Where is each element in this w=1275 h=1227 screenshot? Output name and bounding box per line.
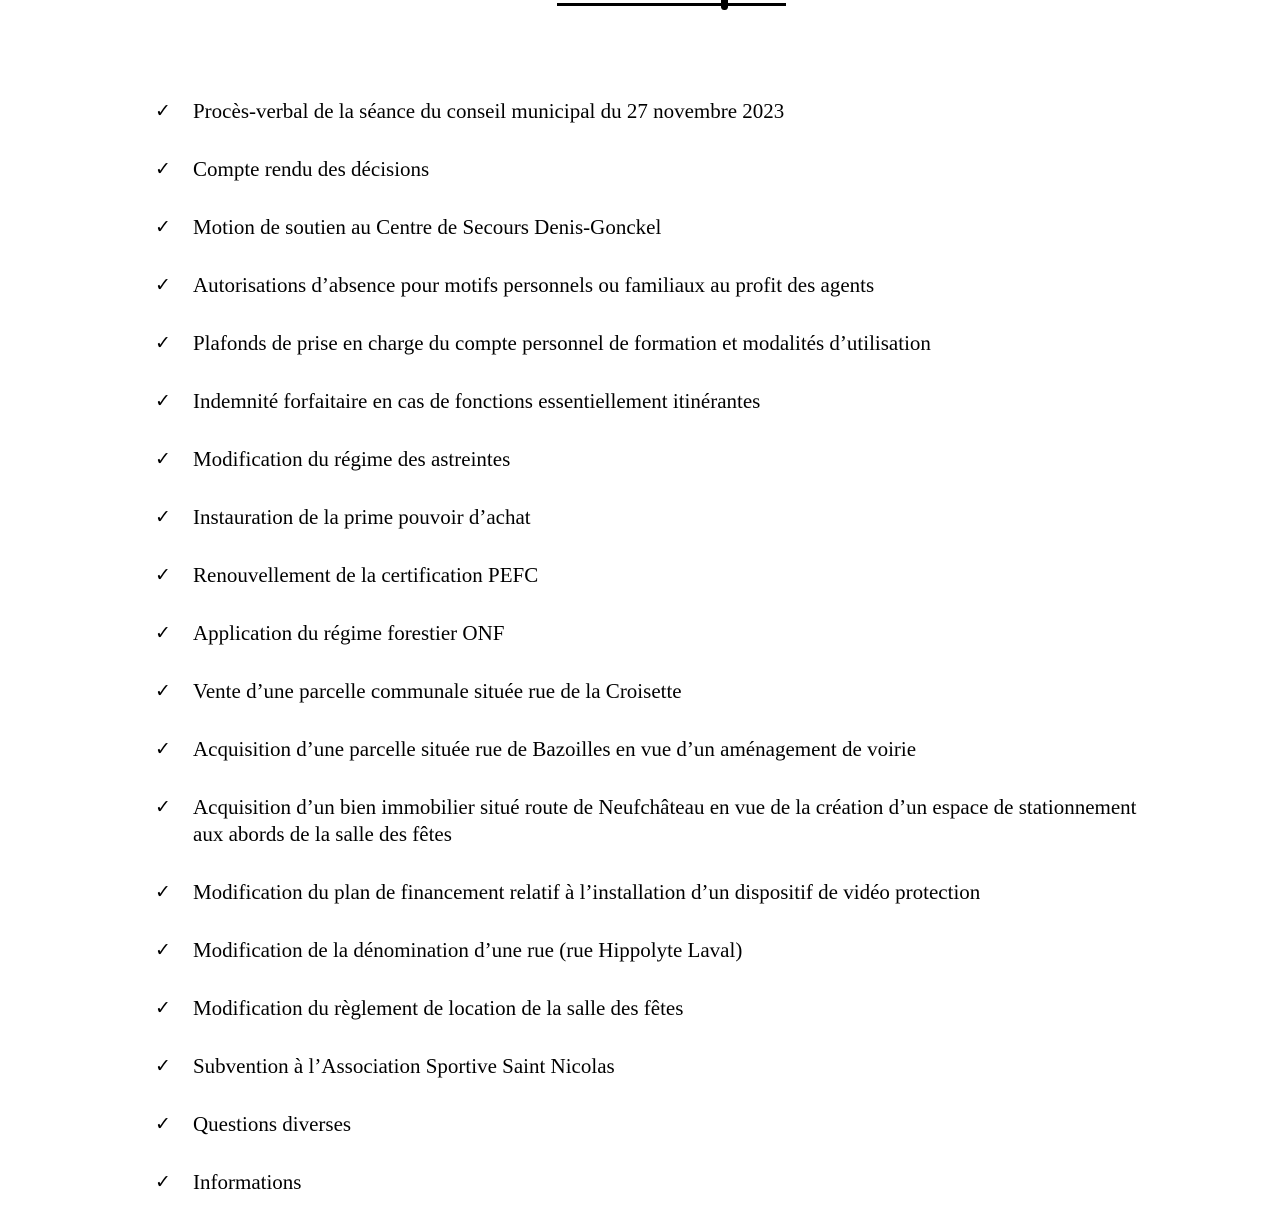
agenda-item — [155, 1111, 1150, 1138]
checkmark-icon: ✓ — [155, 332, 171, 354]
agenda-item — [155, 879, 1150, 906]
agenda-item-text: Modification du règlement de location de la salle des fêtes — [193, 996, 684, 1020]
agenda-item-text: Instauration de la prime pouvoir d’achat — [193, 505, 531, 529]
agenda-item-text: Procès-verbal de la séance du conseil municipal du 27 novembre 2023 — [193, 99, 785, 123]
checkmark-icon: ✓ — [155, 997, 171, 1019]
agenda-item — [155, 330, 1150, 357]
checkmark-icon: ✓ — [155, 796, 171, 818]
agenda-item — [155, 794, 1150, 848]
agenda-item — [155, 156, 1150, 183]
agenda-item-text: Autorisations d’absence pour motifs personnels ou familiaux au profit des agents — [193, 273, 875, 297]
agenda-item — [155, 272, 1150, 299]
agenda-item-text: Modification de la dénomination d’une rue (rue Hippolyte Laval) — [193, 938, 743, 962]
checkmark-icon: ✓ — [155, 1113, 171, 1135]
agenda-item-text: Questions diverses — [193, 1112, 352, 1136]
agenda-item — [155, 214, 1150, 241]
clipped-title-letter-descender — [721, 0, 728, 10]
agenda-item — [155, 98, 1150, 125]
agenda-item-text: Vente d’une parcelle communale située rue de la Croisette — [193, 679, 682, 703]
agenda-item-text: Acquisition d’un bien immobilier situé route de Neufchâteau en vue de la création d’un espace de stationnement aux abords de la salle des fêtes — [193, 795, 1137, 846]
checkmark-icon: ✓ — [155, 564, 171, 586]
agenda-item-text: Informations — [193, 1170, 302, 1194]
checkmark-icon: ✓ — [155, 390, 171, 412]
agenda-item-text: Modification du régime des astreintes — [193, 447, 511, 471]
agenda-item-text: Indemnité forfaitaire en cas de fonctions essentiellement itinérantes — [193, 389, 761, 413]
checkmark-icon: ✓ — [155, 1171, 171, 1193]
checkmark-icon: ✓ — [155, 100, 171, 122]
checkmark-icon: ✓ — [155, 448, 171, 470]
agenda-item-text: Motion de soutien au Centre de Secours Denis-Gonckel — [193, 215, 662, 239]
agenda-item-text: Plafonds de prise en charge du compte personnel de formation et modalités d’utilisation — [193, 331, 931, 355]
checkmark-icon: ✓ — [155, 158, 171, 180]
agenda-item — [155, 678, 1150, 705]
checkmark-icon: ✓ — [155, 881, 171, 903]
clipped-title-underline — [557, 3, 786, 6]
checkmark-icon: ✓ — [155, 1055, 171, 1077]
agenda-item-text: Renouvellement de la certification PEFC — [193, 563, 539, 587]
agenda-item-text: Compte rendu des décisions — [193, 157, 430, 181]
checkmark-icon: ✓ — [155, 738, 171, 760]
agenda-item — [155, 1169, 1150, 1196]
agenda-item — [155, 504, 1150, 531]
agenda-item — [155, 937, 1150, 964]
checkmark-icon: ✓ — [155, 216, 171, 238]
checkmark-icon: ✓ — [155, 274, 171, 296]
agenda-item-text: Modification du plan de financement relatif à l’installation d’un dispositif de vidéo protection — [193, 880, 981, 904]
agenda-item — [155, 446, 1150, 473]
agenda-item-text: Acquisition d’une parcelle située rue de Bazoilles en vue d’un aménagement de voirie — [193, 737, 917, 761]
agenda-item — [155, 562, 1150, 589]
checkmark-icon: ✓ — [155, 506, 171, 528]
agenda-list — [155, 98, 1150, 1227]
agenda-item-text: Subvention à l’Association Sportive Saint Nicolas — [193, 1054, 615, 1078]
checkmark-icon: ✓ — [155, 939, 171, 961]
agenda-item — [155, 620, 1150, 647]
checkmark-icon: ✓ — [155, 622, 171, 644]
agenda-item-text: Application du régime forestier ONF — [193, 621, 505, 645]
agenda-item — [155, 1053, 1150, 1080]
checkmark-icon: ✓ — [155, 680, 171, 702]
agenda-item — [155, 388, 1150, 415]
agenda-item — [155, 736, 1150, 763]
agenda-item — [155, 995, 1150, 1022]
